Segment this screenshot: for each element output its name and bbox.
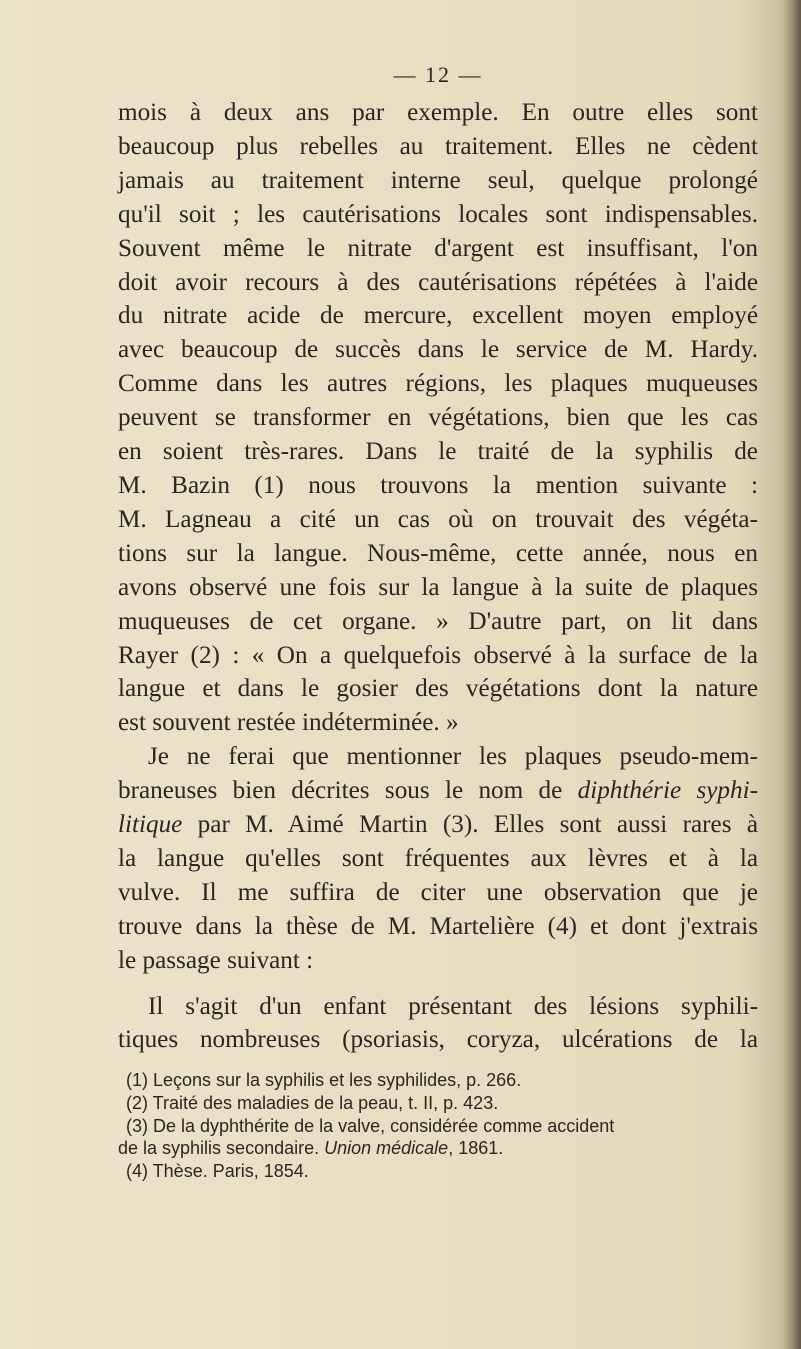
paragraph-2: [118, 740, 758, 977]
text-line: tiques nombreuses (psoriasis, coryza, ulcérations de la: [118, 1026, 758, 1054]
text-line: [118, 808, 758, 842]
paragraph-3: [118, 990, 758, 1058]
footnote-3: (3) De la dyphthérite de la valve, considérée comme accident: [126, 1115, 615, 1136]
text-line: jamais au traitement interne seul, quelque prolongé: [118, 166, 758, 194]
text-line: Rayer (2) : « On a quelquefois observé à la surface de la: [118, 641, 758, 669]
text-line: Souvent même le nitrate d'argent est insuffisant, l'on: [118, 234, 758, 262]
text-line: le passage suivant :: [118, 946, 314, 974]
text-line: qu'il soit ; les cautérisations locales sont indispensables.: [118, 200, 758, 228]
footnotes: [118, 1069, 758, 1182]
text-line: langue et dans le gosier des végétations dont la nature: [118, 675, 758, 703]
text-line: doit avoir recours à des cautérisations répétées à l'aide: [118, 268, 758, 296]
text-line: Comme dans les autres régions, les plaques muqueuses: [118, 370, 758, 398]
text-line: Il s'agit d'un enfant présentant des lésions syphili-: [148, 992, 758, 1020]
text-line: vulve. Il me suffira de citer une observation que je: [118, 878, 758, 906]
text-line: peuvent se transformer en végétations, bien que les cas: [118, 404, 758, 432]
footnote-4: (4) Thèse. Paris, 1854.: [126, 1160, 309, 1181]
italic-term: Union médicale: [324, 1138, 449, 1159]
text-line: tions sur la langue. Nous-même, cette année, nous en: [118, 539, 758, 567]
text-line: [118, 774, 758, 808]
text-line: mois à deux ans par exemple. En outre elles sont: [118, 99, 758, 126]
text-line: beaucoup plus rebelles au traitement. Elles ne cèdent: [118, 132, 758, 160]
footnote-2: (2) Traité des maladies de la peau, t. II, p. 423.: [126, 1092, 499, 1113]
text-line: M. Lagneau a cité un cas où on trouvait des végéta-: [118, 505, 758, 533]
text-line: du nitrate acide de mercure, excellent moyen employé: [118, 302, 758, 330]
text-run: par M. Aimé Martin (3). Elles sont aussi rares à: [182, 811, 758, 839]
footnote-1: (1) Leçons sur la syphilis et les syphilides, p. 266.: [126, 1070, 522, 1091]
page-edge-shadow: [783, 0, 801, 1349]
page-number: — 12 —: [393, 62, 483, 87]
italic-term: diphthérie syphi-: [577, 777, 758, 805]
paragraph-1: [118, 96, 758, 740]
text-line: avec beaucoup de succès dans le service de M. Hardy.: [118, 336, 758, 364]
text-line: muqueuses de cet organe. » D'autre part, on lit dans: [118, 607, 758, 635]
italic-term: litique: [118, 811, 183, 839]
text-line: est souvent restée indéterminée. »: [118, 709, 459, 737]
text-line: M. Bazin (1) nous trouvons la mention suivante :: [118, 471, 758, 499]
text-line: avons observé une fois sur la langue à la suite de plaques: [118, 573, 758, 601]
text-run: braneuses bien décrites sous le nom de: [118, 777, 578, 805]
text-line: en soient très-rares. Dans le traité de la syphilis de: [118, 438, 758, 466]
text-line: trouve dans la thèse de M. Martelière (4) et dont j'extrais: [118, 912, 758, 940]
text-run: de la syphilis secondaire.: [118, 1138, 325, 1159]
text-line: la langue qu'elles sont fréquentes aux lèvres et à la: [118, 844, 758, 872]
text-run: , 1861.: [448, 1138, 504, 1159]
footnote-3-continuation: [118, 1137, 758, 1160]
text-line: Je ne ferai que mentionner les plaques pseudo-mem-: [148, 743, 758, 771]
page-content: [118, 60, 758, 1182]
body-text: [118, 96, 758, 1057]
